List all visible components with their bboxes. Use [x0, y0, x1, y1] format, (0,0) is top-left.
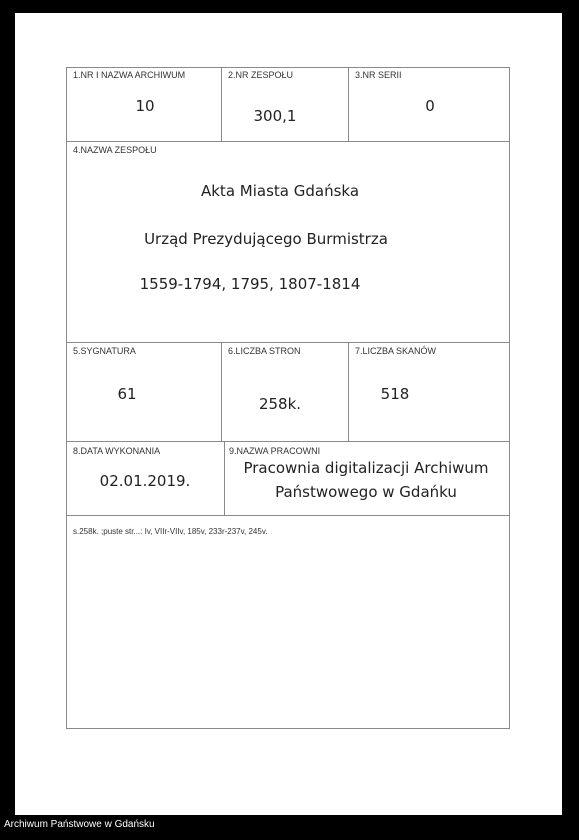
archive-label: 1.NR I NAZWA ARCHIWUM [73, 70, 186, 80]
grid-line [224, 441, 225, 516]
date-value: 02.01.2019. [99, 472, 191, 490]
grid-line [66, 67, 510, 68]
page-count-label: 6.LICZBA STRON [228, 346, 301, 356]
fonds-number-label: 2.NR ZESPOŁU [228, 70, 294, 80]
grid-line [509, 67, 510, 729]
fonds-name-line-2: Urząd Prezydującego Burmistrza [144, 230, 388, 248]
scan-count-label: 7.LICZBA SKANÓW [355, 346, 437, 356]
grid-line [66, 728, 510, 729]
grid-line [348, 342, 349, 442]
workshop-label: 9.NAZWA PRACOWNI [229, 446, 321, 456]
fonds-name-line-1: Akta Miasta Gdańska [200, 182, 360, 200]
scan-count-value: 518 [380, 385, 410, 403]
page-count-value: 258k. [258, 395, 302, 413]
fonds-number-value: 300,1 [253, 107, 297, 125]
grid-line [66, 441, 510, 442]
signature-label: 5.SYGNATURA [73, 346, 136, 356]
series-number-label: 3.NR SERII [355, 70, 402, 80]
grid-line [66, 67, 67, 729]
grid-line [221, 342, 222, 442]
grid-line [66, 342, 510, 343]
notes-text: s.258k. ;puste str...: Iv, VIIr-VIIv, 185v, 233r-237v, 245v. [73, 527, 268, 536]
workshop-line-1: Pracownia digitalizacji Archiwum [243, 459, 489, 477]
grid-line [221, 67, 222, 142]
fonds-name-label: 4.NAZWA ZESPOŁU [73, 145, 157, 155]
signature-value: 61 [117, 385, 137, 403]
grid-line [66, 515, 510, 516]
series-number-value: 0 [425, 97, 435, 115]
archive-value: 10 [135, 97, 155, 115]
grid-line [348, 67, 349, 142]
archive-card [15, 13, 562, 815]
grid-line [66, 141, 510, 142]
fonds-name-line-3: 1559-1794, 1795, 1807-1814 [139, 275, 361, 293]
footer-archive-name: Archiwum Państwowe w Gdańsku [4, 819, 155, 830]
date-label: 8.DATA WYKONANIA [73, 446, 161, 456]
workshop-line-2: Państwowego w Gdańku [275, 483, 457, 501]
